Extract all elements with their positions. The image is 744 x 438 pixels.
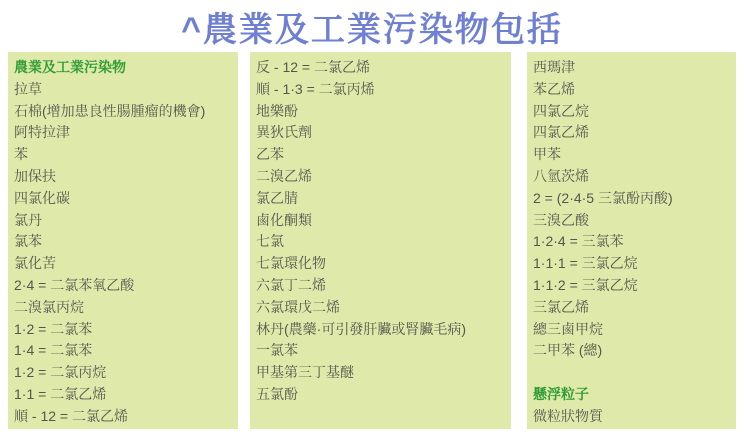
list-item: 八氫茨烯 <box>533 167 589 184</box>
list-item: 2 = (2·4·5 三氯酚丙酸) <box>533 189 673 206</box>
list-item: 阿特拉津 <box>14 124 70 141</box>
list-item: 七氯 <box>256 233 284 250</box>
list-item: 二甲苯 (總) <box>533 342 603 359</box>
list-item: 四氯乙烷 <box>533 102 589 119</box>
list-item: 加保扶 <box>14 167 56 184</box>
section-header: 懸浮粒子 <box>533 385 589 402</box>
list-item: 總三鹵甲烷 <box>533 320 603 337</box>
list-item: 一氯苯 <box>256 342 298 359</box>
list-item: 氯苯 <box>14 233 42 250</box>
list-item: 2·4 = 二氯苯氧乙酸 <box>14 276 135 293</box>
list-item: 氯丹 <box>14 211 42 228</box>
list-item: 六氯環戊二烯 <box>256 298 340 315</box>
list-item: 二溴乙烯 <box>256 167 312 184</box>
list-item: 四氯乙烯 <box>533 124 589 141</box>
list-item: 地樂酚 <box>256 102 298 119</box>
list-item: 西瑪津 <box>533 59 575 75</box>
list-item: 順 - 12 = 二氯乙烯 <box>14 407 128 424</box>
list-item: 二溴氯丙烷 <box>14 298 84 315</box>
list-item: 氯化苦 <box>14 255 56 272</box>
list-item: 1·1 = 二氯乙烯 <box>14 385 107 402</box>
list-item: 七氯環化物 <box>256 255 326 272</box>
list-item: 五氯酚 <box>256 385 298 402</box>
list-item: 甲苯 <box>533 146 561 163</box>
list-item: 三溴乙酸 <box>533 211 589 228</box>
list-item: 鹵化酮類 <box>256 211 312 228</box>
list-item: 1·2 = 二氯苯 <box>14 320 93 337</box>
list-item: 六氯丁二烯 <box>256 276 326 293</box>
list-item: 三氯乙烯 <box>533 298 589 315</box>
pollutant-column-2 <box>250 52 511 429</box>
list-item: 1·1·2 = 三氯乙烷 <box>533 276 638 293</box>
pollutant-column-3 <box>527 52 736 429</box>
list-item: 反 - 12 = 二氯乙烯 <box>256 59 370 75</box>
list-item: 1·2 = 二氯丙烷 <box>14 364 107 381</box>
list-item: 1·2·4 = 三氯苯 <box>533 233 624 250</box>
list-item: 苯乙烯 <box>533 80 575 97</box>
list-item: 氯乙腈 <box>256 189 298 206</box>
pollutant-column-1 <box>8 52 238 429</box>
page-title: ^農業及工業污染物包括 <box>181 11 563 49</box>
pollutant-panels <box>8 52 736 429</box>
list-item: 順 - 1·3 = 二氯丙烯 <box>256 80 375 97</box>
list-item: 四氯化碳 <box>14 189 70 206</box>
list-item: 拉草 <box>14 80 42 97</box>
list-item: 微粒狀物質 <box>533 407 603 424</box>
list-item: 石棉(增加患良性腸腫瘤的機會) <box>14 102 206 119</box>
list-item: 苯 <box>14 146 28 163</box>
list-item: 1·1·1 = 三氯乙烷 <box>533 255 638 272</box>
list-item: 異狄氏劑 <box>256 124 312 141</box>
section-header: 農業及工業污染物 <box>14 59 126 75</box>
list-item: 1·4 = 二氯苯 <box>14 342 93 359</box>
list-item: 林丹(農藥·可引發肝臟或腎臟毛病) <box>256 320 466 337</box>
list-item: 甲基第三丁基醚 <box>256 364 354 381</box>
list-item: 乙苯 <box>256 146 284 163</box>
